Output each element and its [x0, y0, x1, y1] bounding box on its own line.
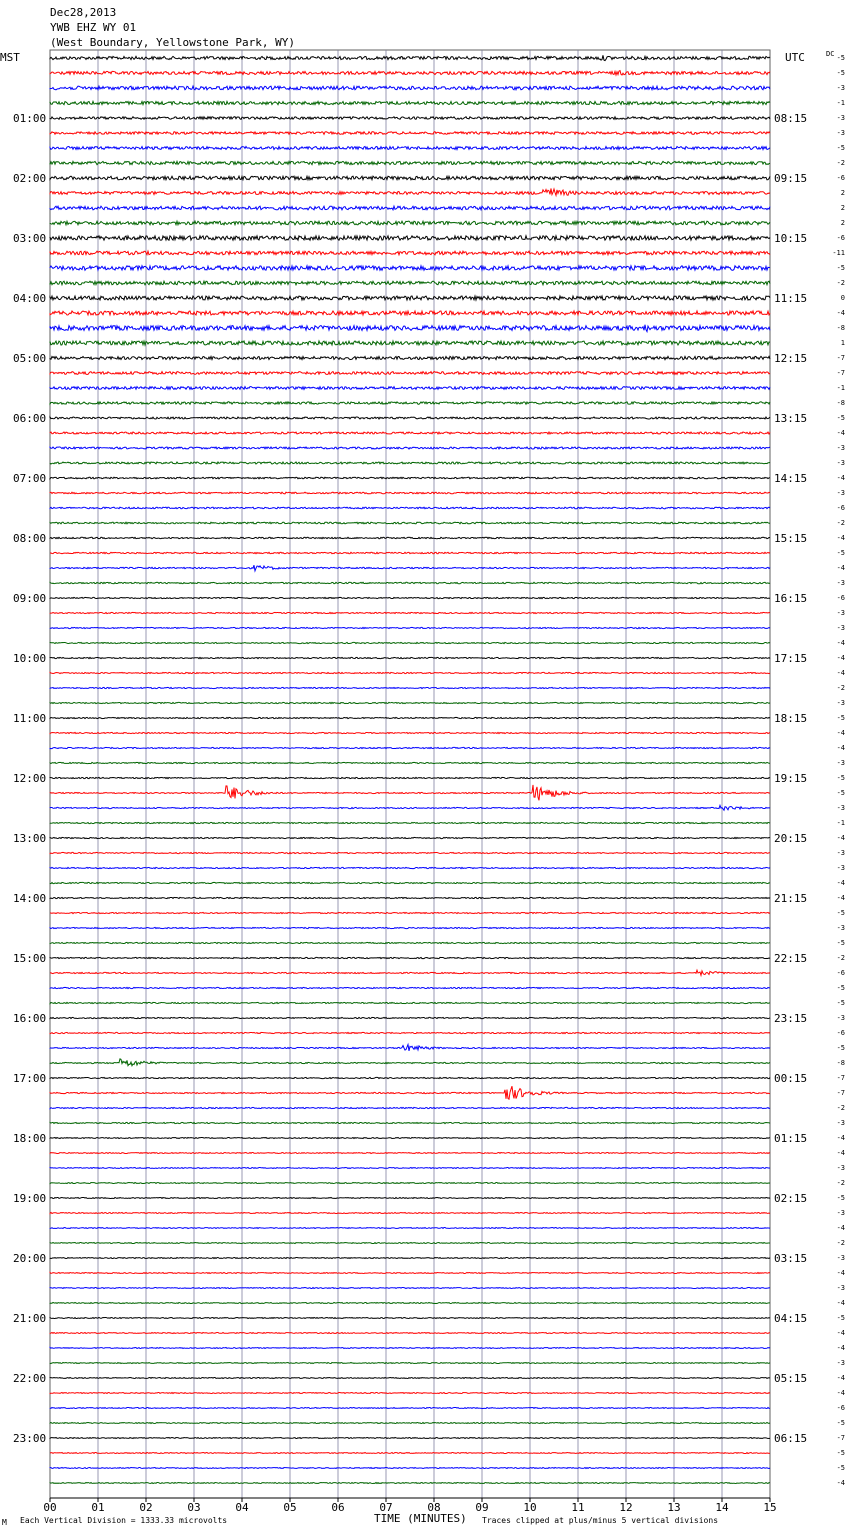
- mst-hour-label: 09:00: [13, 592, 47, 605]
- trace-line: [50, 356, 770, 359]
- mst-hour-label: 13:00: [13, 832, 47, 845]
- trace-line: [50, 1453, 770, 1454]
- mst-hour-label: 06:00: [13, 412, 47, 425]
- trace-line: [50, 1483, 770, 1484]
- dc-label: DC: [826, 50, 835, 58]
- trace-line: [50, 987, 770, 988]
- dc-offset-value: 0: [840, 294, 845, 302]
- trace-line: [50, 717, 770, 718]
- trace-line: [50, 296, 770, 300]
- mst-hour-label: 01:00: [13, 112, 47, 125]
- mst-hour-label: 16:00: [13, 1012, 47, 1025]
- trace-line: [50, 552, 770, 553]
- trace-line: [50, 447, 770, 449]
- dc-offset-value: -3: [836, 699, 845, 707]
- dc-offset-value: -1: [836, 819, 845, 827]
- trace-line: [50, 777, 770, 778]
- trace-line: [50, 372, 770, 375]
- trace-line: [50, 417, 770, 419]
- trace-line: [50, 462, 770, 464]
- utc-hour-label: 05:15: [774, 1372, 808, 1385]
- dc-offset-value: -5: [836, 1464, 845, 1472]
- seismic-traces: [50, 55, 770, 1483]
- trace-line: [50, 507, 770, 509]
- utc-hour-label: 21:15: [774, 892, 808, 905]
- time-tick-label: 04: [235, 1501, 249, 1514]
- mst-hour-label: 05:00: [13, 352, 47, 365]
- left-timezone-label: MST: [0, 51, 20, 64]
- trace-line: [50, 311, 770, 315]
- dc-offset-value: -4: [836, 879, 845, 887]
- trace-line: [50, 1153, 770, 1154]
- dc-offset-value: -6: [836, 969, 845, 977]
- trace-line: [50, 86, 770, 90]
- dc-offset-value: -5: [836, 1194, 845, 1202]
- time-tick-label: 00: [43, 1501, 57, 1514]
- time-tick-label: 09: [475, 1501, 489, 1514]
- time-tick-label: 03: [187, 1501, 201, 1514]
- trace-line: [50, 672, 770, 673]
- mst-hour-label: 03:00: [13, 232, 47, 245]
- dc-offset-value: -5: [836, 264, 845, 272]
- trace-line: [50, 402, 770, 404]
- trace-line: [50, 1228, 770, 1229]
- dc-offset-value: -4: [836, 1344, 845, 1352]
- dc-offset-value: -5: [836, 714, 845, 722]
- time-tick-label: 15: [763, 1501, 777, 1514]
- trace-line: [50, 1059, 770, 1066]
- utc-hour-label: 12:15: [774, 352, 808, 365]
- utc-hour-label: 00:15: [774, 1072, 808, 1085]
- dc-offset-value: -4: [836, 1374, 845, 1382]
- dc-offset-value: -4: [836, 669, 845, 677]
- dc-offset-value: -7: [836, 354, 845, 362]
- trace-line: [50, 522, 770, 524]
- mst-hour-label: 08:00: [13, 532, 47, 545]
- dc-offset-value: -1: [836, 384, 845, 392]
- dc-offset-value: -4: [836, 534, 845, 542]
- trace-line: [50, 1032, 770, 1033]
- trace-line: [50, 837, 770, 838]
- trace-line: [50, 1393, 770, 1394]
- trace-line: [50, 1213, 770, 1214]
- dc-offset-value: -3: [836, 759, 845, 767]
- dc-offset-value: -4: [836, 564, 845, 572]
- trace-line: [50, 189, 770, 196]
- trace-line: [50, 657, 770, 658]
- dc-offset-value: 2: [840, 189, 845, 197]
- utc-hour-label: 02:15: [774, 1192, 808, 1205]
- trace-line: [50, 492, 770, 494]
- trace-line: [50, 565, 770, 571]
- trace-line: [50, 387, 770, 390]
- right-timezone-label: UTC: [785, 51, 805, 64]
- trace-line: [50, 161, 770, 164]
- trace-line: [50, 597, 770, 598]
- mst-hour-label: 19:00: [13, 1192, 47, 1205]
- mst-hour-label: 17:00: [13, 1072, 47, 1085]
- dc-offset-value: -4: [836, 1224, 845, 1232]
- trace-line: [50, 1258, 770, 1259]
- dc-offset-value: -2: [836, 519, 845, 527]
- utc-hour-label: 06:15: [774, 1432, 808, 1445]
- dc-offset-value: -5: [836, 414, 845, 422]
- trace-line: [50, 325, 770, 332]
- dc-offset-value: -5: [836, 69, 845, 77]
- dc-offset-value: -8: [836, 1059, 845, 1067]
- dc-offset-value: -3: [836, 1254, 845, 1262]
- dc-offset-value: -11: [832, 249, 845, 257]
- dc-offset-value: -3: [836, 114, 845, 122]
- trace-line: [50, 221, 770, 225]
- dc-offset-value: -4: [836, 474, 845, 482]
- x-axis-title: TIME (MINUTES): [374, 1512, 467, 1525]
- dc-offset-value: -2: [836, 159, 845, 167]
- utc-hour-label: 08:15: [774, 112, 808, 125]
- dc-offset-value: -8: [836, 399, 845, 407]
- trace-line: [50, 1423, 770, 1424]
- dc-offset-value: -3: [836, 444, 845, 452]
- dc-offset-value: -6: [836, 174, 845, 182]
- utc-hour-label: 20:15: [774, 832, 808, 845]
- utc-hour-label: 18:15: [774, 712, 808, 725]
- trace-line: [50, 942, 770, 943]
- dc-offset-value: -4: [836, 1329, 845, 1337]
- trace-line: [50, 1333, 770, 1334]
- dc-offset-value: -2: [836, 1104, 845, 1112]
- trace-line: [50, 1303, 770, 1304]
- time-tick-label: 08: [427, 1501, 441, 1514]
- dc-offset-value: -2: [836, 684, 845, 692]
- trace-line: [50, 1107, 770, 1108]
- time-tick-label: 12: [619, 1501, 633, 1514]
- dc-offset-value: -4: [836, 654, 845, 662]
- trace-line: [50, 747, 770, 748]
- dc-offset-value: -5: [836, 939, 845, 947]
- trace-line: [50, 281, 770, 285]
- dc-offset-value: -3: [836, 849, 845, 857]
- trace-line: [50, 251, 770, 255]
- time-tick-label: 01: [91, 1501, 105, 1514]
- mst-hour-label: 10:00: [13, 652, 47, 665]
- trace-line: [50, 1045, 770, 1051]
- dc-offset-value: -3: [836, 1284, 845, 1292]
- mst-hour-label: 02:00: [13, 172, 47, 185]
- trace-line: [50, 957, 770, 958]
- mst-hour-label: 12:00: [13, 772, 47, 785]
- corner-mark: M: [2, 1518, 7, 1527]
- mst-hour-label: 21:00: [13, 1312, 47, 1325]
- trace-line: [50, 785, 770, 800]
- location-label: (West Boundary, Yellowstone Park, WY): [50, 36, 296, 49]
- utc-hour-label: 14:15: [774, 472, 808, 485]
- mst-hour-label: 15:00: [13, 952, 47, 965]
- trace-line: [50, 1348, 770, 1349]
- utc-hour-label: 23:15: [774, 1012, 808, 1025]
- dc-offset-value: -5: [836, 549, 845, 557]
- dc-offset-value: -4: [836, 1389, 845, 1397]
- mst-hour-label: 18:00: [13, 1132, 47, 1145]
- dc-offset-value: -2: [836, 1239, 845, 1247]
- time-tick-label: 02: [139, 1501, 153, 1514]
- dc-offset-value: -3: [836, 129, 845, 137]
- dc-offset-value: -3: [836, 1209, 845, 1217]
- dc-offset-value: -6: [836, 504, 845, 512]
- dc-offset-value: -5: [836, 984, 845, 992]
- dc-offset-value: -4: [836, 1479, 845, 1487]
- dc-offset-value: -4: [836, 729, 845, 737]
- dc-offset-value: -6: [836, 1404, 845, 1412]
- trace-line: [50, 732, 770, 733]
- trace-line: [50, 432, 770, 434]
- trace-line: [50, 642, 770, 643]
- trace-line: [50, 1288, 770, 1289]
- dc-offset-value: -2: [836, 954, 845, 962]
- trace-line: [50, 1086, 770, 1099]
- trace-line: [50, 341, 770, 345]
- dc-offset-value: -5: [836, 1314, 845, 1322]
- dc-offset-value: -5: [836, 909, 845, 917]
- utc-hour-label: 01:15: [774, 1132, 808, 1145]
- trace-line: [50, 927, 770, 928]
- dc-offset-value: 2: [840, 219, 845, 227]
- dc-offset-value: -4: [836, 639, 845, 647]
- trace-line: [50, 55, 770, 60]
- trace-line: [50, 867, 770, 868]
- dc-offset-value: -6: [836, 234, 845, 242]
- time-tick-label: 06: [331, 1501, 345, 1514]
- time-tick-label: 13: [667, 1501, 681, 1514]
- trace-line: [50, 1243, 770, 1244]
- time-tick-label: 11: [571, 1501, 585, 1514]
- dc-offset-value: -5: [836, 144, 845, 152]
- dc-offset-value: -7: [836, 1434, 845, 1442]
- dc-offset-value: -8: [836, 324, 845, 332]
- dc-offset-value: -4: [836, 1269, 845, 1277]
- trace-line: [50, 1363, 770, 1364]
- trace-line: [50, 1438, 770, 1439]
- dc-offset-labels: [832, 54, 845, 1487]
- trace-line: [50, 206, 770, 210]
- dc-offset-value: -1: [836, 99, 845, 107]
- trace-line: [50, 687, 770, 688]
- dc-offset-value: -3: [836, 579, 845, 587]
- dc-offset-value: 1: [840, 339, 845, 347]
- mst-hour-label: 04:00: [13, 292, 47, 305]
- dc-offset-value: -7: [836, 369, 845, 377]
- trace-line: [50, 1273, 770, 1274]
- dc-offset-value: -5: [836, 54, 845, 62]
- dc-offset-value: -3: [836, 924, 845, 932]
- utc-hour-label: 13:15: [774, 412, 808, 425]
- utc-hour-label: 19:15: [774, 772, 808, 785]
- time-tick-label: 10: [523, 1501, 537, 1514]
- time-tick-label: 07: [379, 1501, 393, 1514]
- dc-offset-value: -4: [836, 1149, 845, 1157]
- trace-line: [50, 1318, 770, 1319]
- utc-hour-label: 17:15: [774, 652, 808, 665]
- dc-offset-value: -2: [836, 279, 845, 287]
- trace-line: [50, 132, 770, 135]
- trace-line: [50, 477, 770, 479]
- trace-line: [50, 805, 770, 810]
- dc-offset-value: -3: [836, 609, 845, 617]
- dc-offset-value: -4: [836, 834, 845, 842]
- trace-line: [50, 582, 770, 583]
- dc-offset-value: -3: [836, 864, 845, 872]
- trace-line: [50, 702, 770, 703]
- utc-hour-label: 10:15: [774, 232, 808, 245]
- mst-hour-label: 07:00: [13, 472, 47, 485]
- trace-line: [50, 1468, 770, 1469]
- dc-offset-value: -3: [836, 489, 845, 497]
- utc-hour-label: 04:15: [774, 1312, 808, 1325]
- dc-offset-value: -4: [836, 894, 845, 902]
- mst-hour-label: 23:00: [13, 1432, 47, 1445]
- dc-offset-value: -2: [836, 1179, 845, 1187]
- trace-line: [50, 882, 770, 883]
- dc-offset-value: -5: [836, 999, 845, 1007]
- mst-hour-label: 22:00: [13, 1372, 47, 1385]
- dc-offset-value: -3: [836, 459, 845, 467]
- mst-hour-label: 20:00: [13, 1252, 47, 1265]
- dc-offset-value: -4: [836, 1299, 845, 1307]
- trace-line: [50, 822, 770, 823]
- trace-line: [50, 1183, 770, 1184]
- trace-line: [50, 852, 770, 853]
- trace-line: [50, 266, 770, 270]
- date-label: Dec28,2013: [50, 6, 117, 19]
- utc-hour-label: 11:15: [774, 292, 808, 305]
- utc-hour-label: 22:15: [774, 952, 808, 965]
- trace-line: [50, 970, 770, 975]
- dc-offset-value: -3: [836, 804, 845, 812]
- trace-line: [50, 1198, 770, 1199]
- trace-line: [50, 612, 770, 613]
- trace-line: [50, 897, 770, 898]
- trace-line: [50, 627, 770, 628]
- trace-line: [50, 176, 770, 180]
- dc-offset-value: -4: [836, 744, 845, 752]
- dc-offset-value: -3: [836, 84, 845, 92]
- clipping-note: Traces clipped at plus/minus 5 vertical divisions: [482, 1516, 719, 1525]
- dc-offset-value: -4: [836, 429, 845, 437]
- trace-line: [50, 117, 770, 120]
- dc-offset-value: -5: [836, 789, 845, 797]
- dc-offset-value: -5: [836, 1419, 845, 1427]
- trace-line: [50, 1168, 770, 1169]
- dc-offset-value: -3: [836, 1014, 845, 1022]
- dc-offset-value: -3: [836, 1359, 845, 1367]
- utc-hour-label: 16:15: [774, 592, 808, 605]
- time-tick-label: 05: [283, 1501, 297, 1514]
- trace-line: [50, 537, 770, 538]
- trace-line: [50, 147, 770, 150]
- trace-line: [50, 912, 770, 913]
- dc-offset-value: -3: [836, 1164, 845, 1172]
- time-tick-label: 14: [715, 1501, 729, 1514]
- dc-offset-value: -4: [836, 309, 845, 317]
- dc-offset-value: -6: [836, 1029, 845, 1037]
- dc-offset-value: -7: [836, 1074, 845, 1082]
- dc-offset-value: -5: [836, 774, 845, 782]
- vertical-division-note: Each Vertical Division = 1333.33 microvolts: [20, 1516, 228, 1525]
- utc-hour-label: 09:15: [774, 172, 808, 185]
- dc-offset-value: -3: [836, 624, 845, 632]
- dc-offset-value: -7: [836, 1089, 845, 1097]
- trace-line: [50, 762, 770, 763]
- trace-line: [50, 1077, 770, 1078]
- dc-offset-value: -3: [836, 1119, 845, 1127]
- mst-hour-label: 14:00: [13, 892, 47, 905]
- trace-line: [50, 236, 770, 240]
- trace-line: [50, 71, 770, 75]
- trace-line: [50, 1408, 770, 1409]
- trace-line: [50, 101, 770, 104]
- dc-offset-value: -5: [836, 1449, 845, 1457]
- dc-offset-value: -5: [836, 1044, 845, 1052]
- dc-offset-value: -4: [836, 1134, 845, 1142]
- utc-hour-label: 03:15: [774, 1252, 808, 1265]
- trace-line: [50, 1138, 770, 1139]
- utc-hour-label: 15:15: [774, 532, 808, 545]
- trace-line: [50, 1122, 770, 1123]
- station-label: YWB EHZ WY 01: [50, 21, 137, 34]
- trace-line: [50, 1002, 770, 1003]
- mst-hour-label: 11:00: [13, 712, 47, 725]
- trace-line: [50, 1378, 770, 1379]
- dc-offset-value: -6: [836, 594, 845, 602]
- dc-offset-value: 2: [840, 204, 845, 212]
- trace-line: [50, 1017, 770, 1018]
